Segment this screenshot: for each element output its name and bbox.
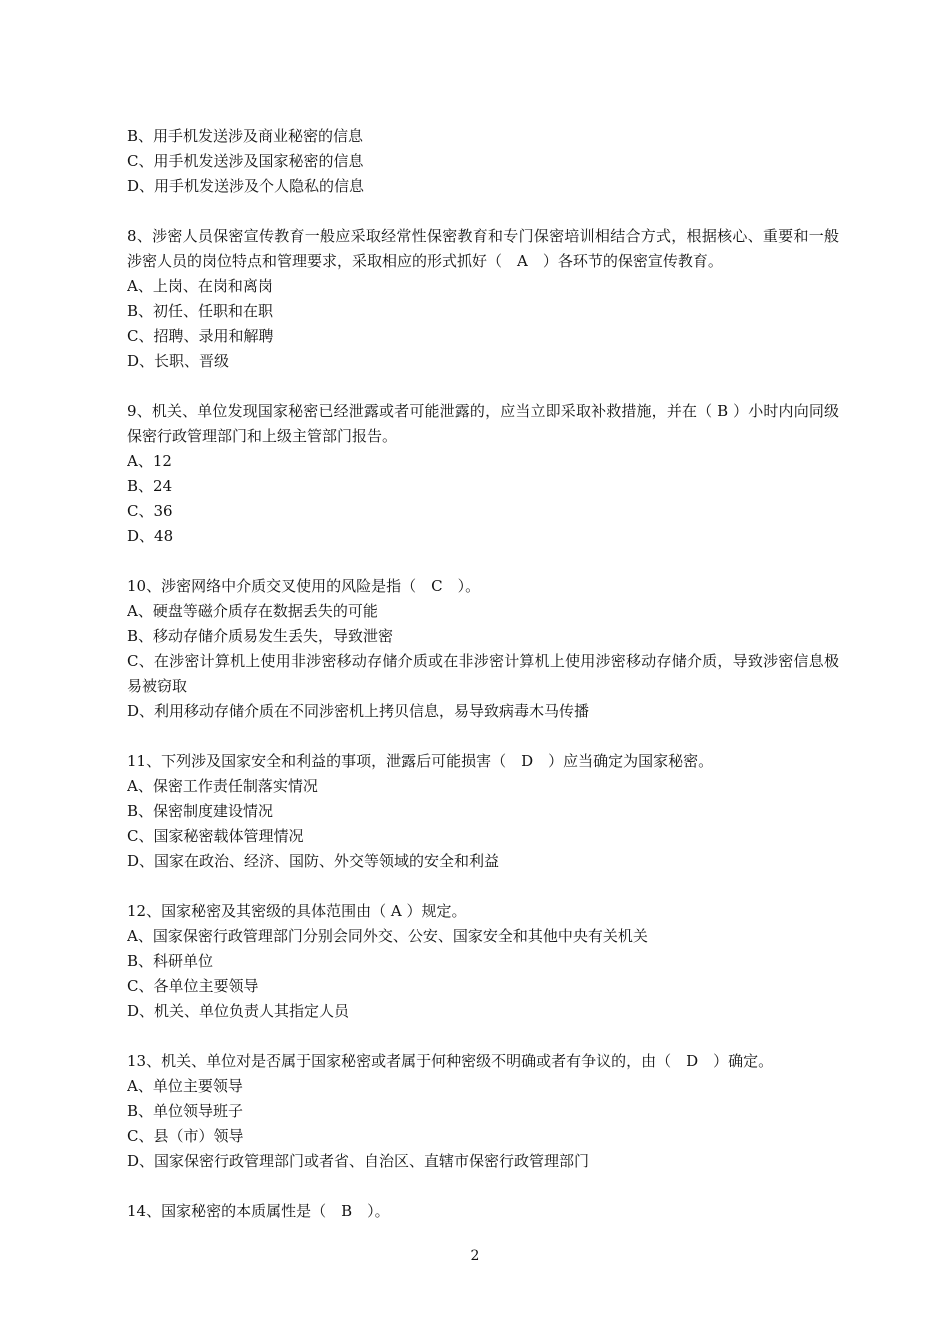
question-14 — [127, 1199, 839, 1224]
option-line: C、用手机发送涉及国家秘密的信息 — [127, 152, 364, 170]
question-8 — [127, 224, 839, 374]
option-line: A、国家保密行政管理部门分别会同外交、公安、国家安全和其他中央有关机关 — [127, 927, 648, 945]
option-line: A、单位主要领导 — [127, 1077, 243, 1095]
option-line: A、硬盘等磁介质存在数据丢失的可能 — [127, 602, 378, 620]
option-line: C、县（市）领导 — [127, 1127, 244, 1145]
option-line: A、保密工作责任制落实情况 — [127, 777, 318, 795]
question-text: 14、国家秘密的本质属性是（ B ）。 — [127, 1202, 390, 1220]
option-line: D、用手机发送涉及个人隐私的信息 — [127, 177, 365, 195]
option-line: D、国家保密行政管理部门或者省、自治区、直辖市保密行政管理部门 — [127, 1152, 590, 1170]
question-12 — [127, 899, 839, 1024]
option-line: B、科研单位 — [127, 952, 214, 970]
option-line: B、初任、任职和在职 — [127, 302, 274, 320]
question-text: 12、国家秘密及其密级的具体范围由（ A ）规定。 — [127, 902, 467, 920]
option-line: C、招聘、录用和解聘 — [127, 327, 274, 345]
option-line: C、各单位主要领导 — [127, 977, 259, 995]
option-line: D、48 — [127, 527, 174, 545]
option-line: B、移动存储介质易发生丢失，导致泄密 — [127, 627, 394, 645]
option-line: C、在涉密计算机上使用非涉密移动存储介质或在非涉密计算机上使用涉密移动存储介质，导致涉密信息极易被窃取 — [127, 652, 839, 695]
previous-question-options — [127, 124, 839, 199]
option-line: D、利用移动存储介质在不同涉密机上拷贝信息，易导致病毒木马传播 — [127, 702, 590, 720]
option-line: A、12 — [127, 452, 172, 470]
page-content — [127, 124, 839, 1224]
question-10 — [127, 574, 839, 724]
option-line: B、24 — [127, 477, 173, 495]
option-line: B、保密制度建设情况 — [127, 802, 274, 820]
option-line: B、单位领导班子 — [127, 1102, 244, 1120]
option-line: C、国家秘密载体管理情况 — [127, 827, 304, 845]
question-text: 10、涉密网络中介质交叉使用的风险是指（ C ）。 — [127, 577, 481, 595]
question-13 — [127, 1049, 839, 1174]
option-line: D、国家在政治、经济、国防、外交等领域的安全和利益 — [127, 852, 500, 870]
question-text: 11、下列涉及国家安全和利益的事项，泄露后可能损害（ D ）应当确定为国家秘密。 — [127, 752, 714, 770]
question-text: 8、涉密人员保密宣传教育一般应采取经常性保密教育和专门保密培训相结合方式，根据核心、重要和一般涉密人员的岗位特点和管理要求，采取相应的形式抓好（ A ）各环节的保密宣传教育。 — [127, 227, 839, 270]
page-number: 2 — [470, 1248, 480, 1264]
option-line: B、用手机发送涉及商业秘密的信息 — [127, 127, 364, 145]
option-line: A、上岗、在岗和离岗 — [127, 277, 273, 295]
question-text: 9、机关、单位发现国家秘密已经泄露或者可能泄露的，应当立即采取补救措施，并在（ B ）小时内向同级保密行政管理部门和上级主管部门报告。 — [127, 402, 839, 445]
question-9 — [127, 399, 839, 549]
option-line: D、长职、晋级 — [127, 352, 230, 370]
option-line: C、36 — [127, 502, 173, 520]
option-line: D、机关、单位负责人其指定人员 — [127, 1002, 350, 1020]
question-11 — [127, 749, 839, 874]
question-text: 13、机关、单位对是否属于国家秘密或者属于何种密级不明确或者有争议的，由（ D ）确定。 — [127, 1052, 774, 1070]
